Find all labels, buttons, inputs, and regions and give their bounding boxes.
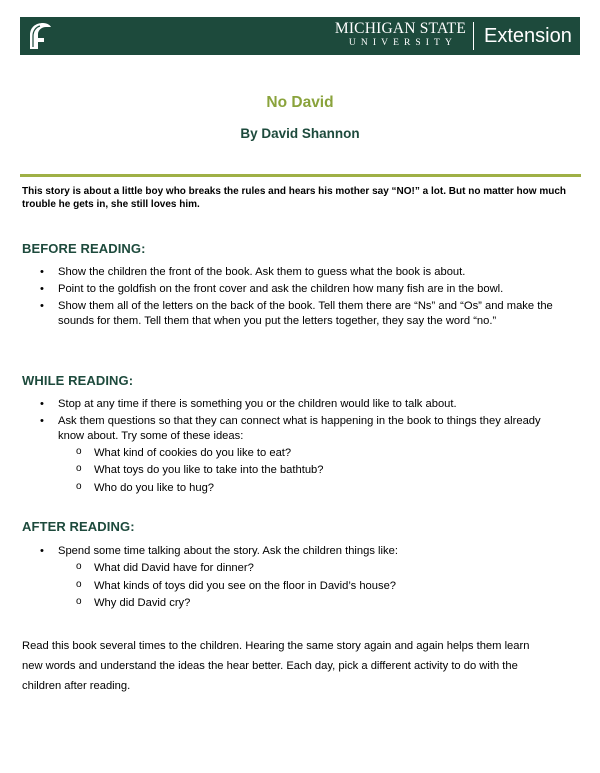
list-item-text: Ask them questions so that they can connect what is happening in the book to things they already know about. Try some of these ideas: — [58, 415, 541, 442]
banner-divider — [473, 22, 474, 50]
sublist-item: o What kinds of toys did you see on the floor in David’s house? — [76, 579, 560, 594]
list-item — [40, 414, 560, 495]
before-reading-heading: BEFORE READING: — [22, 241, 146, 256]
while-reading-list — [40, 397, 560, 498]
list-item-text: Spend some time talking about the story. Ask the children things like: — [58, 545, 398, 557]
sublist-item: o What did David have for dinner? — [76, 561, 560, 576]
while-reading-sublist — [76, 446, 560, 496]
list-item — [40, 544, 560, 611]
after-reading-heading: AFTER READING: — [22, 519, 135, 534]
sublist-item: o What toys do you like to take into the bathtub? — [76, 463, 560, 478]
list-item: • Stop at any time if there is something you or the children would like to talk about. — [40, 397, 560, 412]
university-name-line1: MICHIGAN STATE — [334, 20, 466, 37]
intro-paragraph: This story is about a little boy who breaks the rules and hears his mother say “NO!” a lot. But no matter how much trouble he gets in, she still loves him. — [22, 186, 566, 210]
university-wordmark — [335, 20, 466, 49]
extension-label: Extension — [484, 25, 572, 47]
list-item: • Point to the goldfish on the front cover and ask the children how many fish are in the bowl. — [40, 282, 560, 297]
sublist-item: o Who do you like to hug? — [76, 481, 560, 496]
after-reading-sublist — [76, 561, 560, 611]
while-reading-heading: WHILE READING: — [22, 373, 134, 388]
university-name-line2: UNIVERSITY — [348, 38, 457, 48]
list-item: • Show the children the front of the book. Ask them to guess what the book is about. — [40, 265, 560, 280]
spartan-helmet-icon — [26, 21, 52, 51]
after-reading-list — [40, 544, 560, 614]
before-reading-list — [40, 265, 560, 331]
sublist-item: o Why did David cry? — [76, 596, 560, 611]
document-byline: By David Shannon — [240, 126, 360, 141]
list-item: • Show them all of the letters on the back of the book. Tell them there are “Ns” and “Os” and make the sounds for them. Tell them that when you put the letters together, they say the word “no.” — [40, 299, 560, 328]
title-rule — [20, 174, 581, 177]
header-banner — [20, 17, 580, 55]
closing-paragraph: Read this book several times to the children. Hearing the same story again and again helps them learn new words and understand the ideas the hear better. Each day, pick a different activity to do with the children after reading. — [22, 640, 530, 692]
sublist-item: o What kind of cookies do you like to eat? — [76, 446, 560, 461]
document-title: No David — [266, 94, 334, 111]
